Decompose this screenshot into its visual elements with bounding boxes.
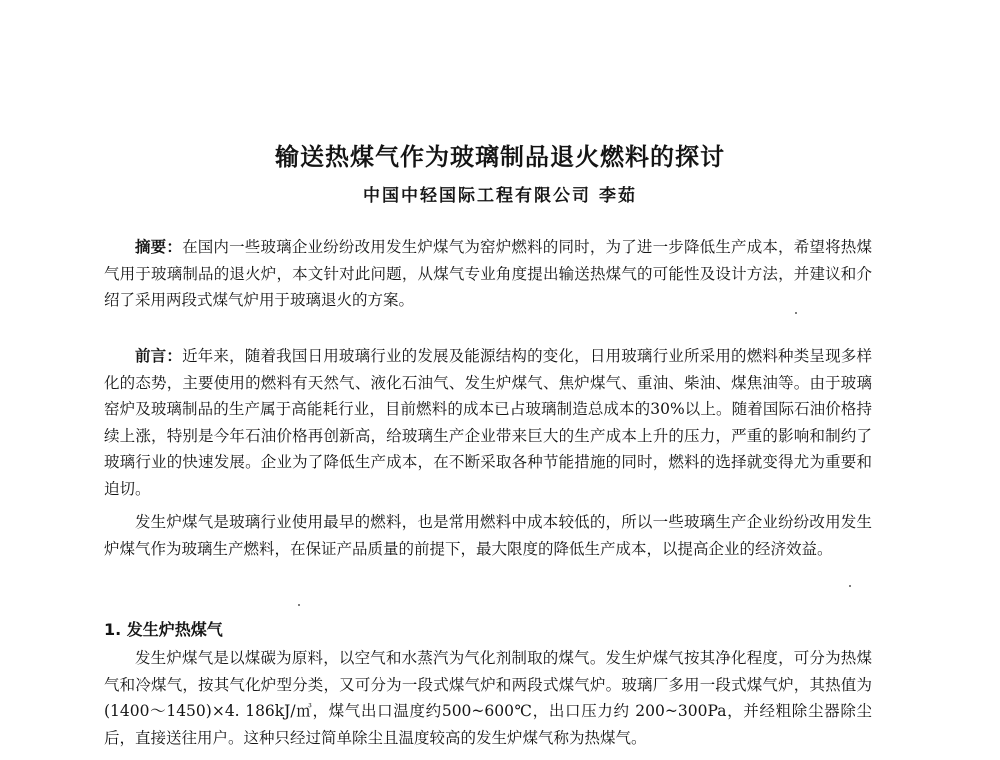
preface-paragraph (104, 343, 872, 502)
body-paragraph-2: 发生炉煤气是玻璃行业使用最早的燃料，也是常用燃料中成本较低的，所以一些玻璃生产企业纷纷改用发生炉煤气作为玻璃生产燃料，在保证产品质量的前提下，最大限度的降低生产成本，以提高企业的经济效益。 (104, 513, 872, 558)
scan-speck (795, 312, 797, 314)
author-affiliation: 中国中轻国际工程有限公司 李茹 (363, 186, 637, 206)
scan-speck (849, 585, 851, 587)
preface-label: 前言： (135, 346, 183, 365)
section-1-paragraph: 发生炉煤气是以煤碳为原料，以空气和水蒸汽为气化剂制取的煤气。发生炉煤气按其净化程度，可分为热煤气和冷煤气，按其气化炉型分类，又可分为一段式煤气炉和两段式煤气炉。玻璃厂多用一段式煤气炉，其热值为(1400～1450)×4. 186kJ/㎥，煤气出口温度约500~600℃，出口压力约 200~300Pa，并经粗除尘器除尘后，直接送往用户。这种只经过简单除尘且温度较高的发生炉煤气称为热煤气。 (104, 649, 872, 747)
abstract-paragraph (104, 234, 872, 314)
abstract-label: 摘要： (135, 237, 183, 256)
paper-title: 输送热煤气作为玻璃制品退火燃料的探讨 (275, 143, 725, 171)
preface-text: 近年来，随着我国日用玻璃行业的发展及能源结构的变化，日用玻璃行业所采用的燃料种类呈现多样化的态势，主要使用的燃料有天然气、液化石油气、发生炉煤气、焦炉煤气、重油、柴油、煤焦油等。由于玻璃窑炉及玻璃制品的生产属于高能耗行业，目前燃料的成本已占玻璃制造总成本的30%以上。随着国际石油价格持续上涨，特别是今年石油价格再创新高，给玻璃生产企业带来巨大的生产成本上升的压力，严重的影响和制约了玻璃行业的快速发展。企业为了降低生产成本，在不断采取各种节能措施的同时，燃料的选择就变得尤为重要和迫切。 (104, 347, 872, 498)
section-heading-1: 1. 发生炉热煤气 (104, 620, 223, 639)
abstract-text: 在国内一些玻璃企业纷纷改用发生炉煤气为窑炉燃料的同时，为了进一步降低生产成本，希望将热煤气用于玻璃制品的退火炉，本文针对此问题，从煤气专业角度提出输送热煤气的可能性及设计方法，并建议和介绍了采用两段式煤气炉用于玻璃退火的方案。 (104, 238, 872, 309)
scan-speck (298, 604, 300, 606)
